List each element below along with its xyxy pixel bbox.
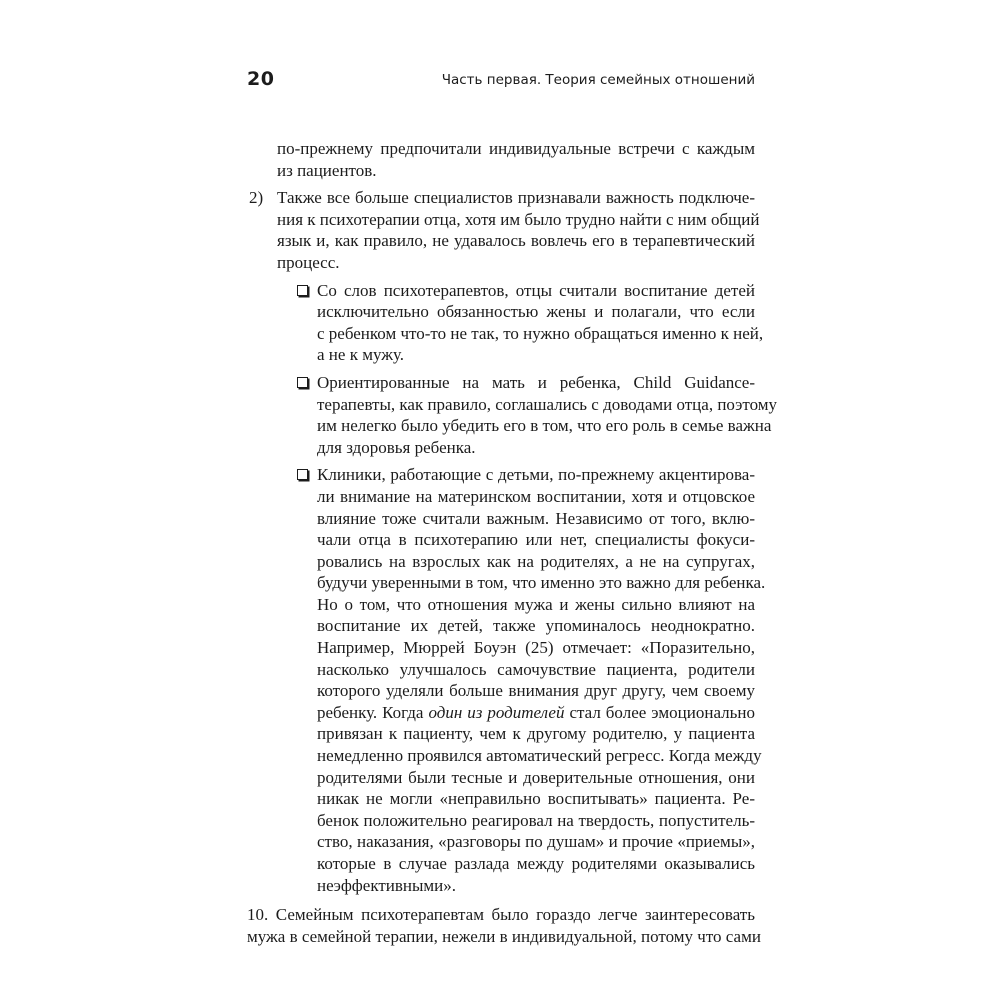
continued-paragraph: [277, 138, 755, 181]
item-number: 2): [249, 188, 264, 208]
text-line: которого уделяли больше внимания друг другу, чем своему: [317, 681, 755, 701]
text-line: процесс.: [277, 252, 340, 272]
text-line: язык и, как правило, не удавалось вовлечь его в терапевтический: [277, 231, 755, 251]
numbered-item-10: [247, 904, 761, 947]
text-line: для здоровья ребенка.: [317, 437, 476, 457]
text-line: а не к мужу.: [317, 345, 405, 365]
text-line: ство, наказания, «разговоры по душам» и прочие «приемы»,: [317, 832, 755, 852]
checkbox-bullet-icon: [297, 285, 308, 296]
text-line: мужа в семейной терапии, нежели в индивидуальной, потому что сами: [247, 926, 761, 946]
text-line: из пациентов.: [277, 160, 377, 180]
running-header: [247, 68, 755, 98]
text-line: влияние тоже считали важным. Независимо от того, вклю-: [317, 508, 755, 528]
text-line: Со слов психотерапевтов, отцы считали воспитание детей: [317, 280, 755, 300]
text-line: привязан к пациенту, чем к другому родителю, у пациента: [317, 724, 755, 744]
bullet-item: [317, 372, 778, 458]
text-segment: стал более эмоционально: [564, 702, 755, 722]
page-number: 20: [247, 68, 275, 90]
text-line: по-прежнему предпочитали индивидуальные встречи с каждым: [277, 139, 755, 158]
text-segment: ребенку. Когда: [317, 702, 429, 722]
text-line: исключительно обязанностью жены и полагали, что если: [317, 302, 755, 322]
text-line: Например, Мюррей Боуэн (25) отмечает: «Поразительно,: [317, 638, 755, 658]
text-line: ния к психотерапии отца, хотя им было трудно найти с ним общий: [277, 209, 760, 229]
text-line: ровались на взрослых как на родителях, а не на супругах,: [317, 551, 755, 571]
text-line: которые в случае разлада между родителями оказывались: [317, 854, 755, 873]
text-line: воспитание их детей, также упоминалось неоднократно.: [317, 616, 755, 636]
text-line: неэффективными».: [317, 875, 457, 895]
text-line: чали отца в психотерапию или нет, специалисты фокуси-: [317, 530, 755, 550]
text-line: бенок положительно реагировал на твердость, попуститель-: [317, 810, 755, 830]
checkbox-bullet-icon: [297, 377, 308, 388]
text-line: немедленно проявился автоматический регресс. Когда между: [317, 746, 762, 766]
text-line: Клиники, работающие с детьми, по-прежнему акцентирова-: [317, 465, 755, 485]
text-line: никак не могли «неправильно воспитывать» пациента. Ре-: [317, 789, 755, 809]
text-line: Но о том, что отношения мужа и жены сильно влияют на: [317, 594, 755, 614]
text-line: будучи уверенными в том, что именно это важно для ребенка.: [317, 573, 766, 593]
text-line: 10. Семейным психотерапевтам было гораздо легче заинтересовать: [247, 905, 755, 925]
bullet-item: [317, 280, 764, 366]
numbered-item-2: [249, 187, 760, 273]
text-line: Также все больше специалистов признавали важность подключе-: [277, 188, 755, 208]
text-line: ли внимание на материнском воспитании, хотя и отцовское: [317, 486, 755, 506]
text-line: терапевты, как правило, соглашались с доводами отца, поэтому: [317, 394, 778, 414]
chapter-title: Часть первая. Теория семейных отношений: [441, 72, 755, 88]
checkbox-bullet-icon: [297, 469, 308, 480]
text-line: им нелегко было убедить его в том, что его роль в семье важна: [317, 416, 772, 436]
italic-phrase: один из родителей: [428, 702, 565, 722]
text-line: насколько улучшалось самочувствие пациента, родители: [317, 659, 755, 679]
text-line-with-italic: [317, 702, 755, 724]
bullet-item: [317, 464, 766, 896]
bullet-list: [317, 280, 778, 897]
text-line: родителями были тесные и доверительные отношения, они: [317, 767, 755, 787]
text-line: с ребенком что-то не так, то нужно обращаться именно к ней,: [317, 323, 764, 343]
text-line: Ориентированные на мать и ребенка, Child Guidance-: [317, 372, 755, 392]
body-text: [247, 138, 778, 947]
